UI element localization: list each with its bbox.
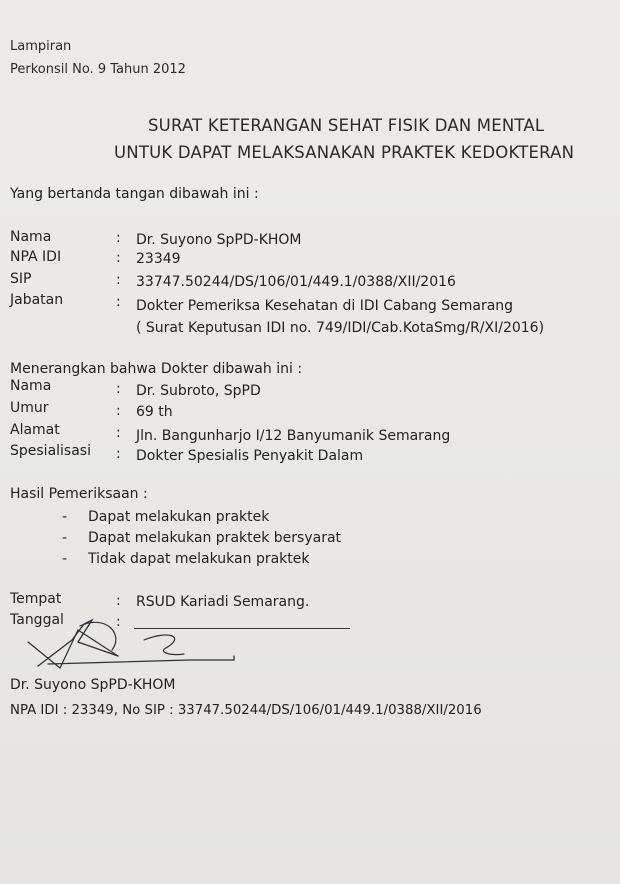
signer-sip-colon: : — [116, 272, 121, 288]
patient-name-value: Dr. Subroto, SpPD — [136, 383, 261, 399]
signer-name-label: Nama — [10, 229, 52, 245]
patient-address-label: Alamat — [10, 422, 60, 438]
document-title-line2: UNTUK DAPAT MELAKSANAKAN PRAKTEK KEDOKTERAN — [114, 143, 575, 162]
result-option-conditional-practice: Dapat melakukan praktek bersyarat — [88, 530, 342, 546]
signer-sip-value: 33747.50244/DS/106/01/449.1/0388/XII/2016 — [136, 274, 456, 290]
document-title-line1: SURAT KETERANGAN SEHAT FISIK DAN MENTAL — [148, 116, 545, 135]
result-bullet: - — [62, 530, 68, 546]
patient-specialty-value: Dokter Spesialis Penyakit Dalam — [136, 448, 364, 464]
patient-address-value: Jln. Bangunharjo I/12 Banyumanik Semarang — [136, 428, 451, 444]
signer-name-colon: : — [116, 230, 121, 246]
patient-name-colon: : — [116, 381, 121, 397]
result-bullet: - — [62, 509, 68, 525]
result-bullet: - — [62, 551, 68, 567]
place-value: RSUD Kariadi Semarang. — [136, 594, 310, 610]
handwritten-signature — [20, 612, 240, 676]
signer-intro: Yang bertanda tangan dibawah ini : — [10, 186, 259, 202]
patient-intro: Menerangkan bahwa Dokter dibawah ini : — [10, 361, 303, 377]
signer-footer-name: Dr. Suyono SpPD-KHOM — [10, 677, 176, 693]
patient-specialty-colon: : — [116, 446, 121, 462]
signer-npa-value: 23349 — [136, 251, 181, 267]
regulation-reference: Perkonsil No. 9 Tahun 2012 — [10, 62, 186, 77]
signer-position-colon: : — [116, 294, 121, 310]
patient-age-colon: : — [116, 403, 121, 419]
patient-address-colon: : — [116, 425, 121, 441]
signer-decree-note: ( Surat Keputusan IDI no. 749/IDI/Cab.KotaSmg/R/XI/2016) — [136, 320, 545, 336]
date-label: Tanggal — [10, 612, 64, 628]
result-option-cannot-practice: Tidak dapat melakukan praktek — [88, 551, 310, 567]
signer-footer-ids: NPA IDI : 23349, No SIP : 33747.50244/DS/106/01/449.1/0388/XII/2016 — [10, 703, 482, 718]
patient-age-value: 69 th — [136, 404, 173, 420]
patient-name-label: Nama — [10, 378, 52, 394]
date-colon: : — [116, 614, 121, 630]
result-option-can-practice: Dapat melakukan praktek — [88, 509, 270, 525]
signer-position-value: Dokter Pemeriksa Kesehatan di IDI Cabang Semarang — [136, 298, 514, 314]
patient-specialty-label: Spesialisasi — [10, 443, 91, 459]
signer-npa-colon: : — [116, 250, 121, 266]
place-colon: : — [116, 593, 121, 609]
attachment-label: Lampiran — [10, 39, 72, 54]
place-label: Tempat — [10, 591, 62, 607]
patient-age-label: Umur — [10, 400, 49, 416]
signer-name-value: Dr. Suyono SpPD-KHOM — [136, 232, 302, 248]
signer-npa-label: NPA IDI — [10, 249, 62, 265]
signer-position-label: Jabatan — [10, 292, 64, 308]
signer-sip-label: SIP — [10, 271, 32, 287]
examination-results-heading: Hasil Pemeriksaan : — [10, 486, 148, 502]
